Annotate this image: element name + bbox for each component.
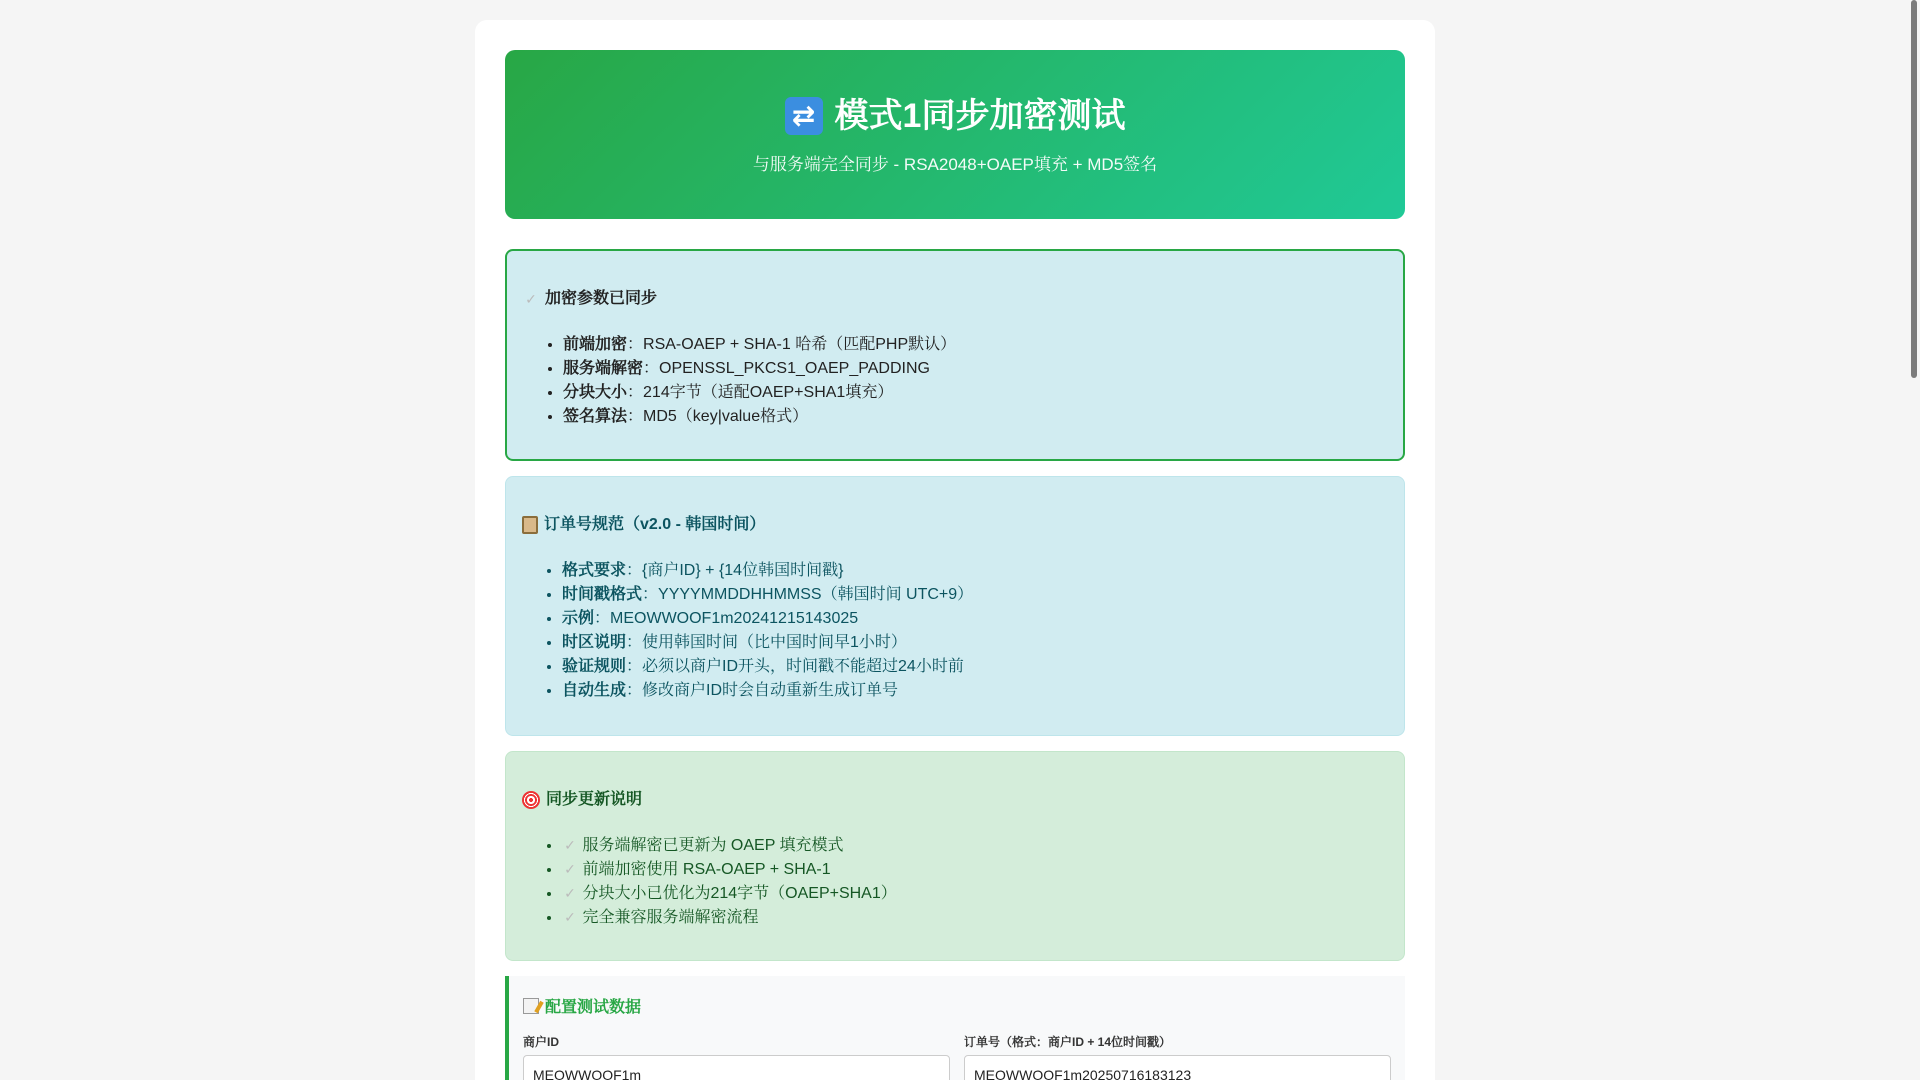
order-spec-title (522, 515, 1388, 535)
clipboard-icon (522, 516, 538, 534)
item-value: ：MEOWWOOF1m20241215143025 (594, 610, 859, 627)
item-label: 时间戳格式 (562, 586, 643, 603)
encryption-sync-notice (505, 249, 1405, 461)
list-item (562, 834, 1388, 858)
page-subtitle: 与服务端完全同步 - RSA2048+OAEP填充 + MD5签名 (752, 155, 1158, 174)
list-item (562, 858, 1388, 882)
order-number-label: 订单号（格式：商户ID + 14位时间戳） (964, 1035, 1172, 1049)
check-icon: ✓ (564, 885, 576, 901)
page-scrollbar[interactable] (1908, 0, 1920, 1080)
check-icon: ✓ (564, 837, 576, 853)
item-value: ：RSA-OAEP + SHA-1 哈希（匹配PHP默认） (627, 336, 957, 353)
sync-update-list (522, 834, 1388, 930)
item-label: 时区说明 (562, 634, 627, 651)
config-title (523, 994, 1391, 1017)
list-item (563, 357, 1387, 381)
list-item (562, 559, 1388, 583)
item-label: 示例 (562, 610, 595, 627)
item-text: 前端加密使用 RSA-OAEP + SHA-1 (582, 861, 831, 878)
item-label: 验证规则 (562, 658, 627, 675)
list-item (562, 882, 1388, 906)
list-item (562, 631, 1388, 655)
config-form-row (523, 1033, 1391, 1080)
item-text: 分块大小已优化为214字节（OAEP+SHA1） (582, 885, 897, 902)
item-value: ：使用韩国时间（比中国时间早1小时） (626, 634, 907, 651)
list-item (563, 405, 1387, 429)
check-icon: ✓ (564, 861, 576, 877)
merchant-id-label: 商户ID (523, 1035, 560, 1049)
sync-update-notes (505, 751, 1405, 961)
sync-update-title-text: 同步更新说明 (546, 791, 643, 808)
list-item (562, 906, 1388, 930)
config-test-data-section (505, 976, 1405, 1080)
list-item (563, 381, 1387, 405)
item-text: 服务端解密已更新为 OAEP 填充模式 (582, 837, 844, 854)
page-title (505, 96, 1405, 136)
item-value: ：YYYYMMDDHHMMSS（韩国时间 UTC+9） (642, 586, 974, 603)
sync-arrows-icon: ⇄ (785, 97, 823, 135)
item-value: ：必须以商户ID开头，时间戳不能超过24小时前 (626, 658, 964, 675)
item-value: ：214字节（适配OAEP+SHA1填充） (627, 384, 894, 401)
order-number-spec (505, 476, 1405, 736)
config-title-text: 配置测试数据 (545, 999, 642, 1016)
merchant-id-group (523, 1033, 950, 1080)
list-item (562, 679, 1388, 703)
item-label: 前端加密 (563, 336, 628, 353)
item-label: 签名算法 (563, 408, 628, 425)
item-value: ：MD5（key|value格式） (627, 408, 809, 425)
encryption-sync-title (523, 289, 1387, 309)
page-title-text: 模式1同步加密测试 (834, 97, 1126, 135)
memo-icon (523, 998, 539, 1014)
encryption-params-list (523, 333, 1387, 429)
list-item (562, 655, 1388, 679)
encryption-sync-title-text: 加密参数已同步 (545, 290, 658, 307)
item-text: 完全兼容服务端解密流程 (582, 909, 759, 926)
item-label: 自动生成 (562, 682, 627, 699)
item-label: 服务端解密 (563, 360, 644, 377)
check-icon: ✓ (525, 291, 537, 307)
order-spec-list (522, 559, 1388, 703)
item-label: 分块大小 (563, 384, 628, 401)
item-value: ：修改商户ID时会自动重新生成订单号 (626, 682, 899, 699)
list-item (562, 607, 1388, 631)
scrollbar-thumb[interactable] (1911, 0, 1917, 378)
merchant-id-input[interactable] (523, 1055, 950, 1080)
main-container (475, 20, 1435, 1080)
list-item (562, 583, 1388, 607)
order-number-group (964, 1033, 1391, 1080)
order-number-input[interactable] (964, 1055, 1391, 1080)
check-icon: ✓ (564, 909, 576, 925)
item-value: ：OPENSSL_PKCS1_OAEP_PADDING (643, 360, 930, 377)
page-header (505, 50, 1405, 219)
order-spec-title-text: 订单号规范（v2.0 - 韩国时间） (544, 516, 766, 533)
item-value: ：{商户ID} + {14位韩国时间戳} (626, 562, 844, 579)
list-item (563, 333, 1387, 357)
item-label: 格式要求 (562, 562, 627, 579)
target-icon (522, 791, 540, 809)
sync-update-title (522, 790, 1388, 810)
